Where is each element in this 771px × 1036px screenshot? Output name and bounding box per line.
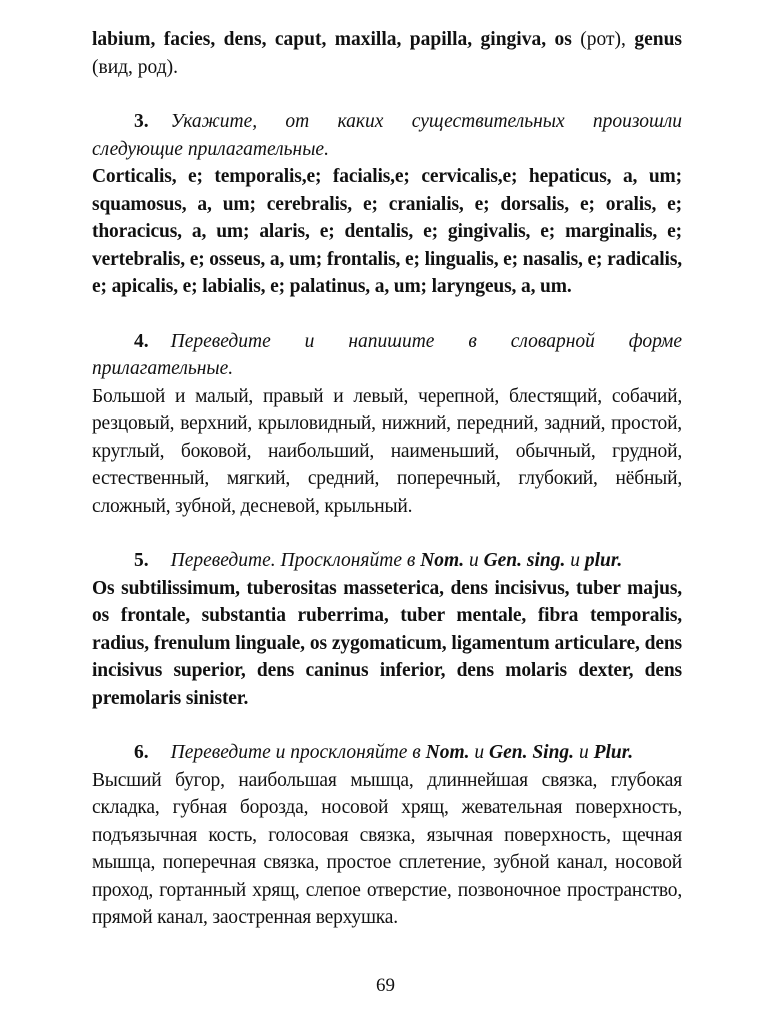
exercise-3-instruction: Укажите, от каких существительных произошли следующие прилагательные. bbox=[92, 111, 682, 160]
genus-gloss: (вид, род). bbox=[92, 56, 179, 78]
and-text: и bbox=[574, 742, 594, 763]
exercise-6-instruction: Переведите и просклоняйте в bbox=[170, 742, 426, 763]
textbook-page bbox=[92, 26, 682, 932]
case-gen: Gen. bbox=[488, 742, 528, 763]
number-plur: plur. bbox=[584, 550, 623, 571]
exercise-6-number: 6. bbox=[134, 742, 149, 763]
exercise-5-number: 5. bbox=[134, 550, 149, 571]
exercise-5-instruction: Переведите. Просклоняйте в bbox=[170, 550, 421, 571]
exercise-4-number: 4. bbox=[134, 330, 149, 352]
case-nom: Nom. bbox=[420, 550, 465, 571]
case-gen: Gen. bbox=[483, 550, 523, 571]
and-text: и bbox=[565, 550, 585, 571]
intro-terms-line bbox=[92, 26, 682, 81]
and-text: и bbox=[469, 742, 489, 763]
exercise-5-body: Os subtilissimum, tuberositas masseterica, dens incisivus, tuber majus, os frontale, substantia ruberrima, tuber mentale, fibra temporalis, radius, frenulum linguale, os zygomaticum, ligamentum articulare, dens incisivus superior, dens caninus inferior, dens molaris dexter, dens premolaris sinister. bbox=[92, 577, 682, 709]
number-sing: sing. bbox=[526, 550, 566, 571]
exercise-6-body: Высший бугор, наибольшая мышца, длиннейшая связка, глубокая складка, губная борозда, носовой хрящ, жевательная поверхность, подъязычная кость, голосовая связка, язычная поверхность, щечная мышца, поперечная связка, простое сплетение, зубной канал, носовой проход, гортанный хрящ, слепое отверстие, позвоночное пространство, прямой канал, заостренная верхушка. bbox=[92, 769, 682, 928]
exercise-6-heading bbox=[92, 739, 682, 767]
exercise-5 bbox=[92, 547, 682, 712]
exercise-4-body: Большой и малый, правый и левый, черепной, блестящий, собачий, резцовый, верхний, крыловидный, нижний, передний, задний, простой, круглый, боковой, наибольший, наименьший, обычный, грудной, естественный, мягкий, средний, поперечный, глубокий, нёбный, сложный, зубной, десневой, крыльный. bbox=[92, 385, 682, 517]
exercise-3-heading bbox=[92, 108, 682, 163]
exercise-4 bbox=[92, 328, 682, 521]
number-plur: Plur. bbox=[593, 742, 634, 763]
os-gloss: (рот), bbox=[571, 29, 626, 50]
exercise-3 bbox=[92, 108, 682, 301]
genus-term: genus bbox=[634, 29, 682, 50]
exercise-5-heading bbox=[92, 547, 682, 575]
and-text: и bbox=[464, 550, 484, 571]
case-nom: Nom. bbox=[425, 742, 470, 763]
number-sing: Sing. bbox=[532, 742, 575, 763]
exercise-3-number: 3. bbox=[134, 111, 149, 132]
exercise-4-instruction: Переведите и напишите в словарной форме прилагательные. bbox=[92, 330, 682, 379]
page-number: 69 bbox=[376, 975, 395, 996]
exercise-4-heading bbox=[92, 328, 682, 383]
exercise-6 bbox=[92, 739, 682, 932]
latin-terms: labium, facies, dens, caput, maxilla, papilla, gingiva, os bbox=[92, 29, 572, 50]
exercise-3-body: Corticalis, e; temporalis,e; facialis,e; cervicalis,e; hepaticus, a, um; squamosus, a, um; cerebralis, e; cranialis, e; dorsalis, e; oralis, e; thoracicus, a, um; alaris, e; dentalis, e; gingivalis, e; marginalis, e; vertebralis, e; osseus, a, um; frontalis, e; lingualis, e; nasalis, e; radicalis, e; apicalis, e; labialis, e; palatinus, a, um; laryngeus, a, um. bbox=[92, 166, 682, 297]
